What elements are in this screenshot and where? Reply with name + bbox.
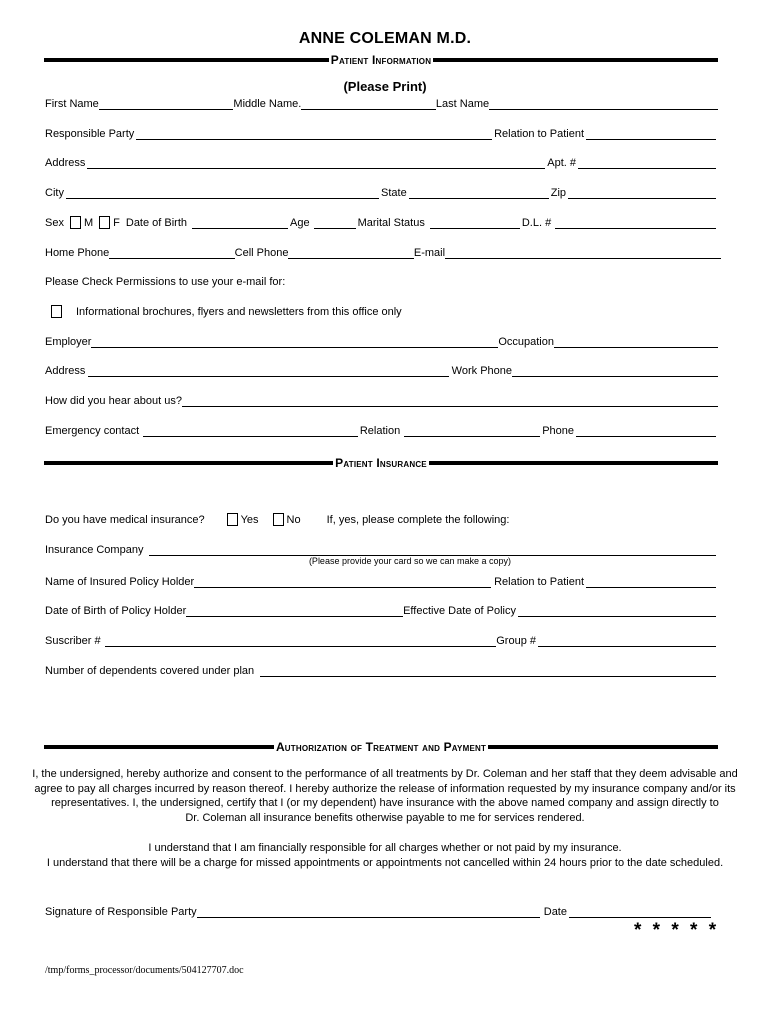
insurance-company-field[interactable] xyxy=(149,544,716,556)
row-insurance-company xyxy=(45,540,718,556)
dob-field[interactable] xyxy=(192,217,288,229)
first-name-field[interactable] xyxy=(99,98,234,110)
marital-status-field[interactable] xyxy=(430,217,520,229)
zip-label: Zip xyxy=(550,187,566,199)
age-field[interactable] xyxy=(314,217,356,229)
dl-label: D.L. # xyxy=(521,217,552,229)
responsible-party-label: Responsible Party xyxy=(45,128,135,140)
email-field[interactable] xyxy=(445,247,721,259)
sex-m-label: M xyxy=(83,217,94,229)
row-emergency-contact xyxy=(45,421,718,437)
stars-mark: * * * * * xyxy=(634,920,720,941)
group-label: Group # xyxy=(496,635,536,647)
date-label: Date xyxy=(543,906,567,918)
authorization-line: I, the undersigned, hereby authorize and consent to the performance of all treatments by Dr. Coleman and her staff that they deem advisable and xyxy=(32,768,738,780)
relation-to-patient-field[interactable] xyxy=(586,128,716,140)
have-insurance-label: Do you have medical insurance? xyxy=(45,514,205,526)
informational-label: Informational brochures, flyers and newsletters from this office only xyxy=(76,306,402,318)
middle-name-label: Middle Name. xyxy=(233,98,302,110)
section-header-patient-insurance xyxy=(44,455,718,471)
employer-address-field[interactable] xyxy=(88,365,448,377)
signature-field[interactable] xyxy=(197,906,540,918)
insurance-no-label: No xyxy=(286,514,301,526)
subscriber-label: Suscriber # xyxy=(45,635,101,647)
row-responsible-party xyxy=(45,124,718,140)
row-city-state-zip xyxy=(45,183,718,199)
effective-date-label: Effective Date of Policy xyxy=(403,605,516,617)
cell-phone-field[interactable] xyxy=(288,247,413,259)
row-signature xyxy=(45,902,713,918)
authorization-line: agree to pay all charges incurred by reason thereof. I hereby authorize the release of information requested by my insurance company and/or its xyxy=(34,782,736,795)
sex-label: Sex xyxy=(45,217,64,229)
apt-field[interactable] xyxy=(578,157,716,169)
occupation-field[interactable] xyxy=(554,336,718,348)
signature-label: Signature of Responsible Party xyxy=(45,906,197,918)
apt-label: Apt. # xyxy=(547,157,576,169)
row-dependents xyxy=(45,661,718,677)
email-permissions-label: Please Check Permissions to use your e-mail for: xyxy=(45,276,286,288)
financial-responsibility-paragraph xyxy=(30,841,740,870)
emergency-relation-label: Relation xyxy=(359,425,401,437)
insurance-no-checkbox[interactable] xyxy=(273,513,284,526)
date-field[interactable] xyxy=(569,906,711,918)
dependents-field[interactable] xyxy=(260,665,716,677)
financial-line: I understand that I am financially responsible for all charges whether or not paid by my insurance. xyxy=(148,842,622,854)
last-name-label: Last Name xyxy=(435,98,490,110)
row-phones xyxy=(45,243,721,259)
dependents-label: Number of dependents covered under plan xyxy=(45,665,255,677)
emergency-phone-label: Phone xyxy=(542,425,574,437)
sex-m-checkbox[interactable] xyxy=(70,216,81,229)
row-informational xyxy=(51,302,724,318)
group-field[interactable] xyxy=(538,635,716,647)
subscriber-field[interactable] xyxy=(105,635,497,647)
insurance-yes-checkbox[interactable] xyxy=(227,513,238,526)
middle-name-field[interactable] xyxy=(301,98,436,110)
section-header-authorization xyxy=(44,739,718,755)
address-label: Address xyxy=(45,157,86,169)
authorization-paragraph xyxy=(30,767,740,826)
row-employer xyxy=(45,332,718,348)
row-insured-name xyxy=(45,572,718,588)
card-copy-note: (Please provide your card so we can make a copy) xyxy=(308,556,512,566)
holder-dob-label: Date of Birth of Policy Holder xyxy=(45,605,187,617)
hear-about-label: How did you hear about us? xyxy=(45,395,182,407)
state-label: State xyxy=(381,187,407,199)
last-name-field[interactable] xyxy=(489,98,718,110)
row-address xyxy=(45,153,718,169)
responsible-party-field[interactable] xyxy=(136,128,492,140)
emergency-contact-field[interactable] xyxy=(143,425,358,437)
dob-label: Date of Birth xyxy=(125,217,188,229)
relation-to-patient-label: Relation to Patient xyxy=(494,128,584,140)
insurance-company-label: Insurance Company xyxy=(45,544,144,556)
row-name xyxy=(45,94,718,110)
insured-relation-field[interactable] xyxy=(586,576,716,588)
city-field[interactable] xyxy=(66,187,379,199)
row-email-permissions xyxy=(45,272,718,288)
insured-name-label: Name of Insured Policy Holder xyxy=(45,576,195,588)
email-label: E-mail xyxy=(413,247,446,259)
employer-label: Employer xyxy=(45,336,92,348)
state-field[interactable] xyxy=(409,187,549,199)
home-phone-field[interactable] xyxy=(109,247,234,259)
section-title: Patient Information xyxy=(330,53,432,67)
informational-checkbox[interactable] xyxy=(51,305,62,318)
row-have-insurance xyxy=(45,510,718,526)
sex-f-checkbox[interactable] xyxy=(99,216,110,229)
insured-relation-label: Relation to Patient xyxy=(494,576,584,588)
occupation-label: Occupation xyxy=(498,336,554,348)
age-label: Age xyxy=(290,217,310,229)
employer-field[interactable] xyxy=(91,336,498,348)
doctor-name-title: ANNE COLEMAN M.D. xyxy=(298,30,472,47)
home-phone-label: Home Phone xyxy=(45,247,110,259)
cell-phone-label: Cell Phone xyxy=(234,247,289,259)
document-path-footer: /tmp/forms_processor/documents/504127707.doc xyxy=(45,965,244,976)
emergency-phone-field[interactable] xyxy=(576,425,716,437)
effective-date-field[interactable] xyxy=(518,605,716,617)
insured-name-field[interactable] xyxy=(194,576,491,588)
row-holder-dob xyxy=(45,601,718,617)
section-title: Patient Insurance xyxy=(335,456,427,470)
city-label: City xyxy=(45,187,64,199)
row-employer-address xyxy=(45,361,718,377)
work-phone-label: Work Phone xyxy=(451,365,512,377)
holder-dob-field[interactable] xyxy=(186,605,403,617)
emergency-contact-label: Emergency contact xyxy=(45,425,140,437)
work-phone-field[interactable] xyxy=(512,365,718,377)
section-title: Authorization of Treatment and Payment xyxy=(275,740,487,754)
emergency-relation-field[interactable] xyxy=(404,425,540,437)
row-sex-dob xyxy=(45,213,718,229)
sex-f-label: F xyxy=(113,217,120,229)
zip-field[interactable] xyxy=(568,187,716,199)
hear-about-field[interactable] xyxy=(182,395,718,407)
authorization-line: representatives. I, the undersigned, certify that I (or my dependent) have insurance with the above named company and assign directly to xyxy=(51,797,719,810)
insurance-yes-label: Yes xyxy=(240,514,259,526)
marital-status-label: Marital Status xyxy=(357,217,425,229)
section-header-patient-information xyxy=(44,52,718,68)
row-referral xyxy=(45,391,718,407)
please-print-note: (Please Print) xyxy=(343,79,427,94)
authorization-line: Dr. Coleman all insurance benefits otherwise payable to me for services rendered. xyxy=(185,812,585,825)
row-subscriber xyxy=(45,631,718,647)
dl-field[interactable] xyxy=(555,217,716,229)
first-name-label: First Name xyxy=(45,98,99,110)
employer-address-label: Address xyxy=(45,365,86,377)
if-yes-label: If, yes, please complete the following: xyxy=(326,514,510,526)
address-field[interactable] xyxy=(87,157,545,169)
financial-line: I understand that there will be a charge for missed appointments or appointments not cancelled within 24 hours prior to the date scheduled. xyxy=(46,856,724,869)
